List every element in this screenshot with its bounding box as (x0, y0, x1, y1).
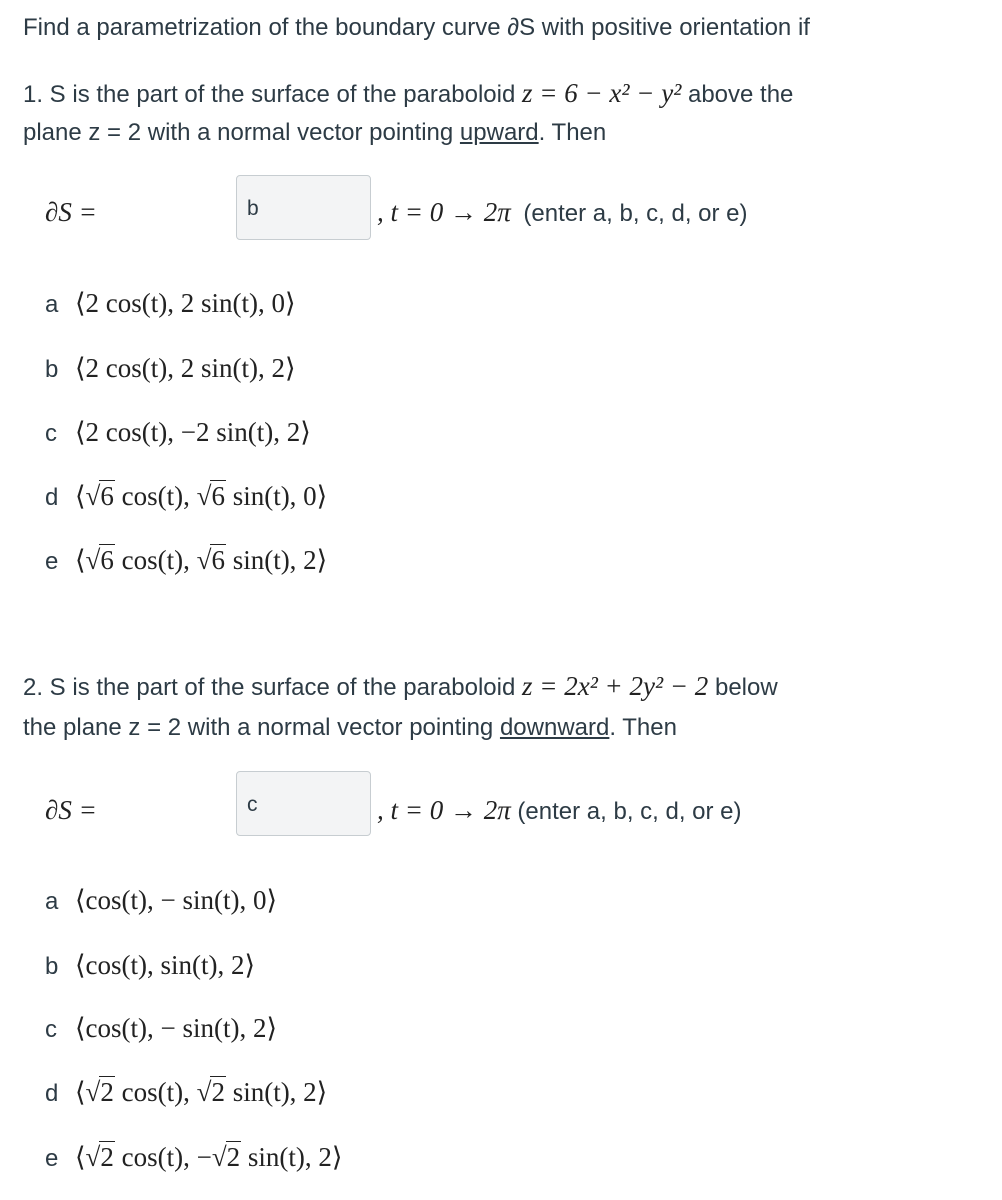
formula-text: sin(t), 0⟩ (225, 481, 328, 511)
formula-text: ⟨ (75, 545, 86, 575)
sqrt: √2 (85, 1142, 114, 1172)
formula-text: ⟨cos(t), − sin(t), 0⟩ (75, 885, 278, 915)
part-1-line-2 (23, 118, 606, 148)
option-letter: b (45, 356, 59, 383)
option-letter: a (45, 291, 59, 318)
formula-text: sin(t), 2⟩ (225, 545, 328, 575)
sqrt-radicand: 2 (100, 1142, 114, 1172)
part-2-orientation: downward (499, 714, 610, 741)
formula-text: sin(t), 2⟩ (225, 1077, 328, 1107)
part-1-line-1 (23, 78, 793, 110)
formula-text: ⟨cos(t), − sin(t), 2⟩ (75, 1013, 278, 1043)
part-1-answer-input[interactable]: b (236, 175, 371, 240)
sqrt: √2 (196, 1077, 225, 1107)
part-2-option (45, 883, 277, 919)
ds-label: ∂S = (45, 197, 97, 227)
option-letter: c (45, 420, 57, 447)
part-2-option (45, 948, 255, 984)
part-1-then: . Then (538, 119, 607, 146)
option-formula (75, 1077, 327, 1107)
option-letter: b (45, 953, 59, 980)
formula-text: cos(t), − (114, 1142, 212, 1172)
part-2-statement: 2. S is the part of the surface of the paraboloid (23, 674, 516, 701)
option-letter: d (45, 1080, 59, 1107)
part-1-option (45, 543, 327, 579)
sqrt-radicand: 2 (100, 1077, 114, 1107)
part-1-orientation: upward (459, 119, 539, 146)
part-1-position: above the (687, 81, 794, 108)
param-range: , t = 0 → 2π (377, 795, 511, 825)
part-1-statement: 1. S is the part of the surface of the paraboloid (23, 81, 516, 108)
part-1-plane-text: plane z = 2 with a normal vector pointing (23, 119, 454, 146)
option-formula (75, 481, 327, 511)
ds-label: ∂S = (45, 795, 97, 825)
option-formula (75, 1013, 277, 1043)
option-letter: d (45, 484, 59, 511)
part-2-line-2 (23, 713, 677, 743)
option-letter: c (45, 1016, 57, 1043)
part-1-option (45, 415, 311, 451)
sqrt: √2 (211, 1142, 241, 1172)
param-hint: (enter a, b, c, d, or e) (517, 798, 742, 825)
part-2-option (45, 1075, 327, 1111)
option-formula (75, 288, 296, 318)
formula-text: ⟨ (75, 1077, 86, 1107)
sqrt-radicand: 6 (211, 481, 225, 511)
option-formula (75, 885, 277, 915)
option-letter: a (45, 888, 59, 915)
option-formula (75, 950, 255, 980)
part-1-equation: z = 6 − x² − y² (521, 78, 682, 108)
formula-text: ⟨ (75, 481, 86, 511)
sqrt: √6 (196, 545, 225, 575)
sqrt: √6 (85, 545, 114, 575)
part-2-param-range (377, 795, 742, 827)
formula-text: sin(t), 2⟩ (241, 1142, 343, 1172)
part-1-option (45, 351, 296, 387)
formula-text: cos(t), (114, 545, 197, 575)
part-2-option (45, 1140, 342, 1176)
param-range: , t = 0 → 2π (377, 197, 511, 227)
sqrt: √6 (196, 481, 225, 511)
sqrt-radicand: 6 (100, 545, 114, 575)
part-2-line-1 (23, 671, 778, 703)
sqrt: √2 (85, 1077, 114, 1107)
part-2-then: . Then (609, 714, 677, 741)
option-formula (75, 353, 296, 383)
part-2-equation: z = 2x² + 2y² − 2 (521, 671, 709, 701)
formula-text: ⟨cos(t), sin(t), 2⟩ (75, 950, 256, 980)
sqrt-radicand: 6 (100, 481, 114, 511)
formula-text: ⟨2 cos(t), −2 sin(t), 2⟩ (75, 417, 311, 447)
part-1-param-range (377, 197, 748, 229)
part-2-answer-input[interactable]: c (236, 771, 371, 836)
option-formula (75, 545, 327, 575)
sqrt-radicand: 6 (211, 545, 225, 575)
part-2-option (45, 1011, 277, 1047)
part-2-ds-label (45, 795, 97, 827)
option-formula (75, 417, 311, 447)
sqrt-radicand: 2 (226, 1142, 241, 1172)
formula-text: ⟨2 cos(t), 2 sin(t), 0⟩ (75, 288, 296, 318)
formula-text: ⟨ (75, 1142, 86, 1172)
option-formula (75, 1142, 342, 1172)
part-1-option (45, 286, 296, 322)
part-1-ds-label (45, 197, 97, 229)
formula-text: cos(t), (114, 1077, 197, 1107)
formula-text: ⟨2 cos(t), 2 sin(t), 2⟩ (75, 353, 296, 383)
option-letter: e (45, 1145, 59, 1172)
sqrt: √6 (85, 481, 114, 511)
option-letter: e (45, 548, 59, 575)
part-1-option (45, 479, 327, 515)
param-hint: (enter a, b, c, d, or e) (523, 200, 748, 227)
sqrt-radicand: 2 (211, 1077, 225, 1107)
part-2-position: below (714, 674, 778, 701)
part-2-plane-text: the plane z = 2 with a normal vector pointing (23, 714, 494, 741)
formula-text: cos(t), (114, 481, 197, 511)
intro-text: Find a parametrization of the boundary curve ∂S with positive orientation if (23, 14, 810, 41)
